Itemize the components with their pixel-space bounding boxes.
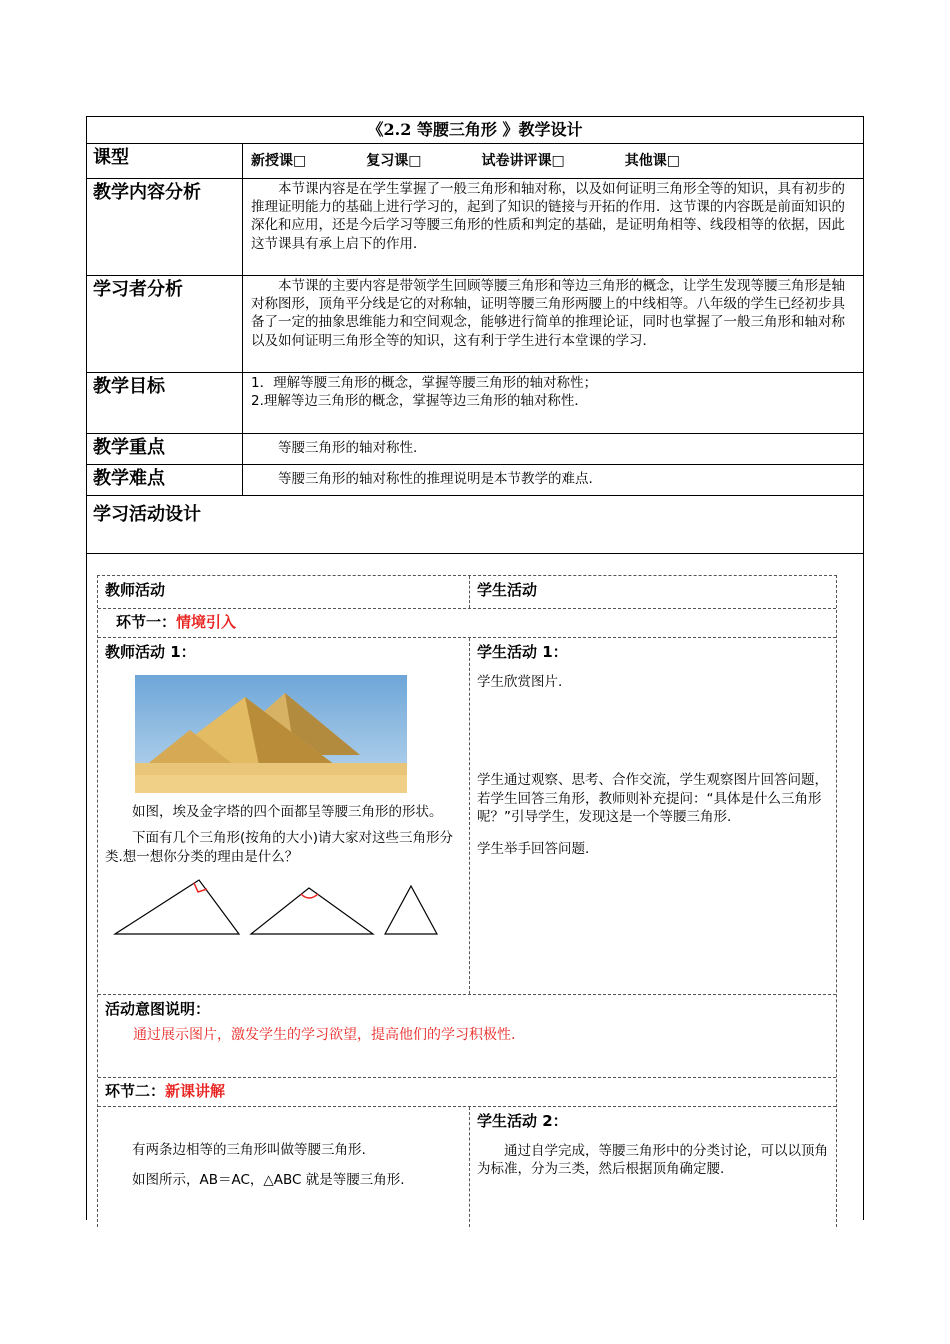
intent-text: 通过展示图片，激发学生的学习欲望，提高他们的学习积极性.: [133, 1027, 516, 1044]
student-activity-one-title: 学生活动 1：: [477, 643, 568, 661]
goals-row: [87, 373, 863, 434]
difficulty-cell: [243, 465, 863, 495]
intent-title: 活动意图说明：: [105, 1000, 211, 1018]
type-option-review[interactable]: 复习课□: [366, 153, 422, 170]
goal-item: 2.理解等边三角形的概念，掌握等边三角形的轴对称性．: [251, 393, 588, 410]
page-title: 《2.2 等腰三角形 》教学设计: [87, 117, 863, 144]
content-analysis-label: 教学内容分析: [87, 179, 243, 275]
difficulty-label: 教学难点: [87, 465, 243, 495]
lesson-type-options: [243, 144, 863, 178]
learner-analysis-label: 学习者分析: [87, 276, 243, 372]
learner-analysis-row: [87, 276, 863, 373]
student-activity-one: [470, 638, 836, 994]
type-option-exam[interactable]: 试卷讲评课□: [481, 153, 565, 170]
learner-analysis-text: 本节课的主要内容是带领学生回顾等腰三角形和等边三角形的概念，让学生发现等腰三角形是轴对称图形，顶角平分线是它的对称轴，证明等腰三角形两腰上的中线相等。八年级的学生已经初步具备了一定的抽象思维能力和空间观念，能够进行简单的推理论证，同时也掌握了一般三角形和轴对称以及如何证明三角形全等的知识，这有利于学生进行本堂课的学习．: [251, 278, 845, 349]
goal-item: 1．理解等腰三角形的概念，掌握等腰三角形的轴对称性；: [251, 375, 598, 391]
activity-design-heading: 学习活动设计: [87, 496, 863, 554]
section-one-title: 情境引入: [176, 613, 237, 631]
section-one-heading: [98, 609, 243, 637]
key-point-label: 教学重点: [87, 434, 243, 464]
student-activity-one-raise-hand: 学生举手回答问题.: [477, 841, 590, 858]
difficulty-row: [87, 465, 863, 496]
activity-one-row: [98, 638, 836, 995]
lesson-type-label: 课型: [87, 144, 243, 178]
key-point-cell: [243, 434, 863, 464]
section-one-prefix: 环节一：: [116, 613, 177, 631]
activity-table: [97, 575, 837, 1227]
intent-cell: [98, 995, 836, 1077]
teacher-activity-two: [98, 1107, 470, 1227]
teacher-activity-one-text: 如图，埃及金字塔的四个面都呈等腰三角形的形状。: [132, 804, 443, 821]
student-activity-two-title: 学生活动 2：: [477, 1112, 568, 1130]
content-analysis-row: [87, 179, 863, 276]
key-point-text: 等腰三角形的轴对称性.: [278, 440, 418, 456]
type-option-other[interactable]: 其他课□: [624, 153, 680, 170]
pyramid-photo: [135, 675, 407, 793]
student-activity-two: [470, 1107, 836, 1227]
teacher-activity-one: [98, 638, 470, 994]
learner-analysis-cell: [243, 276, 863, 372]
section-two-row: [98, 1078, 836, 1107]
section-two-title: 新课讲解: [165, 1082, 226, 1100]
type-option-new[interactable]: 新授课□: [251, 153, 307, 170]
isosceles-definition: 有两条边相等的三角形叫做等腰三角形.: [132, 1142, 366, 1158]
goals-cell: [243, 373, 863, 433]
section-two-heading: [98, 1078, 232, 1106]
section-two-prefix: 环节二：: [105, 1082, 166, 1100]
difficulty-text: 等腰三角形的轴对称性的推理说明是本节教学的难点.: [278, 471, 593, 487]
student-activity-two-text: 通过自学完成，等腰三角形中的分类讨论，可以以顶角为标准，分为三类，然后根据顶角确定腰.: [477, 1143, 828, 1178]
lesson-plan-table: [86, 116, 864, 1220]
intent-row: [98, 995, 836, 1078]
content-analysis-cell: [243, 179, 863, 275]
student-activity-one-answer: 学生通过观察、思考、合作交流，学生观察图片回答问题，若学生回答三角形，教师则补充提问：“具体是什么三角形呢？”引导学生，发现这是一个等腰三角形.: [477, 772, 828, 825]
content-analysis-text: 本节课内容是在学生掌握了一般三角形和轴对称，以及如何证明三角形全等的知识，具有初步的推理证明能力的基础上进行学习的，起到了知识的链接与开拓的作用．这节课的内容既是前面知识的深化和应用，还是今后学习等腰三角形的性质和判定的基础，是证明角相等、线段相等的依据，因此这节课具有承上启下的作用．: [251, 181, 845, 252]
lesson-type-row: [87, 144, 863, 179]
teacher-activity-one-question: 下面有几个三角形(按角的大小)请大家对这些三角形分类.想一想你分类的理由是什么？: [105, 830, 454, 865]
section-one-row: [98, 609, 836, 638]
student-activity-one-text: 学生欣赏图片.: [477, 674, 563, 691]
activity-header-row: [98, 576, 836, 609]
goals-label: 教学目标: [87, 373, 243, 433]
key-point-row: [87, 434, 863, 465]
isosceles-example: 如图所示，AB＝AC，△ABC 就是等腰三角形.: [132, 1172, 405, 1189]
triangle-figures: [105, 872, 455, 940]
teacher-activity-one-title: 教师活动 1：: [105, 643, 196, 661]
student-activity-header: 学生活动: [477, 581, 538, 599]
teacher-activity-header: 教师活动: [98, 576, 470, 608]
activity-two-row: [98, 1107, 836, 1227]
